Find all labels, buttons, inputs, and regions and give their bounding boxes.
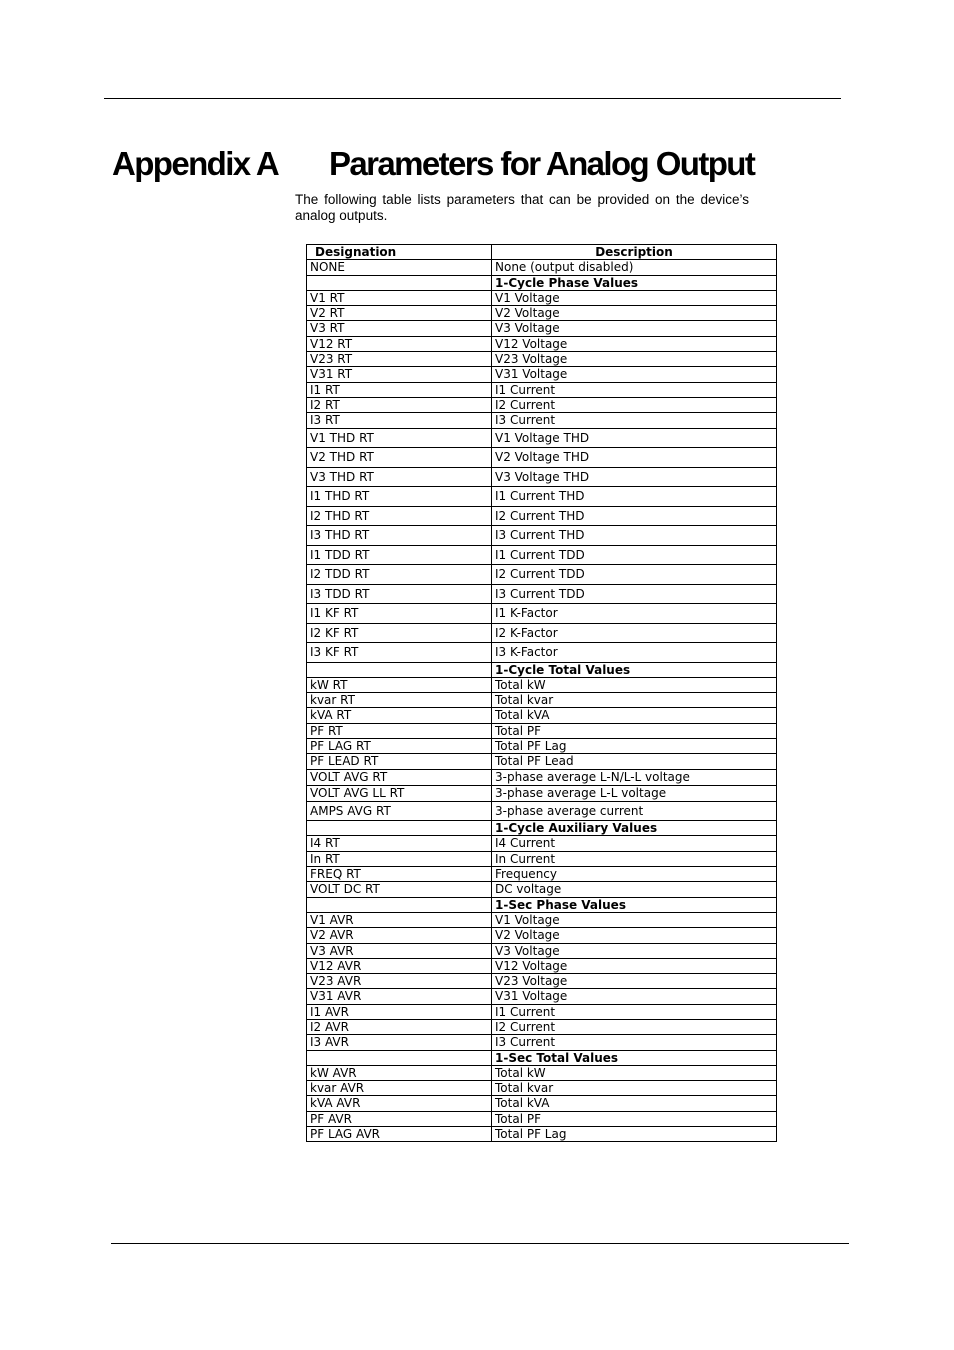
appendix-heading [112, 144, 755, 184]
description-cell: V1 Voltage [492, 912, 777, 927]
description-cell: I3 Current [492, 1035, 777, 1050]
table-row [307, 584, 777, 604]
designation-cell: I1 TDD RT [307, 545, 492, 565]
table-section-row [307, 821, 777, 836]
designation-cell: VOLT AVG LL RT [307, 785, 492, 801]
description-cell: Total PF Lag [492, 739, 777, 754]
designation-cell: V31 AVR [307, 989, 492, 1004]
designation-column-header: Designation [307, 245, 492, 260]
description-cell: 3-phase average current [492, 801, 777, 821]
header-rule [104, 98, 841, 99]
table-row [307, 487, 777, 507]
table-row [307, 290, 777, 305]
designation-cell: PF RT [307, 723, 492, 738]
description-cell: V1 Voltage THD [492, 428, 777, 448]
designation-cell: V1 THD RT [307, 428, 492, 448]
designation-cell: V3 RT [307, 321, 492, 336]
designation-cell: I3 AVR [307, 1035, 492, 1050]
description-cell: I2 Current [492, 1020, 777, 1035]
table-row [307, 643, 777, 663]
description-cell: I2 Current [492, 397, 777, 412]
table-row [307, 943, 777, 958]
table-row [307, 882, 777, 897]
section-title-cell: 1-Cycle Phase Values [492, 275, 777, 290]
table-row [307, 1035, 777, 1050]
table-row [307, 836, 777, 851]
description-cell: I1 Current TDD [492, 545, 777, 565]
description-cell: I3 Current [492, 413, 777, 428]
table-row [307, 413, 777, 428]
designation-cell: FREQ RT [307, 867, 492, 882]
designation-cell: kW AVR [307, 1065, 492, 1080]
designation-cell: V23 RT [307, 352, 492, 367]
description-cell: Total kW [492, 1065, 777, 1080]
table-row [307, 708, 777, 723]
description-cell: V3 Voltage [492, 321, 777, 336]
designation-cell: I2 RT [307, 397, 492, 412]
description-cell: I1 Current [492, 1004, 777, 1019]
description-cell: I1 Current [492, 382, 777, 397]
table-row [307, 785, 777, 801]
description-cell: DC voltage [492, 882, 777, 897]
designation-cell: PF AVR [307, 1111, 492, 1126]
table-row [307, 739, 777, 754]
section-title-cell: 1-Cycle Total Values [492, 662, 777, 677]
designation-cell: V31 RT [307, 367, 492, 382]
designation-cell: V1 RT [307, 290, 492, 305]
intro-paragraph: The following table lists parameters that can be provided on the device’s analog outputs. [295, 192, 749, 223]
designation-cell: V2 RT [307, 306, 492, 321]
table-row [307, 397, 777, 412]
designation-cell: V2 THD RT [307, 448, 492, 468]
designation-cell: VOLT AVG RT [307, 769, 492, 785]
designation-cell: PF LAG AVR [307, 1127, 492, 1142]
description-cell: V12 Voltage [492, 958, 777, 973]
description-cell: V31 Voltage [492, 989, 777, 1004]
parameters-table [306, 244, 777, 1142]
table-row [307, 260, 777, 275]
designation-cell: I4 RT [307, 836, 492, 851]
table-section-row [307, 1050, 777, 1065]
designation-cell: V2 AVR [307, 928, 492, 943]
table-row [307, 723, 777, 738]
table-row [307, 1020, 777, 1035]
section-title-cell: 1-Cycle Auxiliary Values [492, 821, 777, 836]
designation-cell: kvar RT [307, 693, 492, 708]
section-title-cell: 1-Sec Phase Values [492, 897, 777, 912]
designation-cell: I2 TDD RT [307, 565, 492, 585]
description-cell: I3 Current TDD [492, 584, 777, 604]
section-title-cell: 1-Sec Total Values [492, 1050, 777, 1065]
description-cell: I1 K-Factor [492, 604, 777, 624]
designation-cell: V3 AVR [307, 943, 492, 958]
designation-cell [307, 275, 492, 290]
description-cell: Total kvar [492, 1081, 777, 1096]
description-cell: V23 Voltage [492, 974, 777, 989]
table-row [307, 928, 777, 943]
description-cell: Total kW [492, 677, 777, 692]
description-cell: Total PF Lead [492, 754, 777, 769]
appendix-title: Parameters for Analog Output [329, 145, 755, 182]
table-row [307, 604, 777, 624]
description-cell: V12 Voltage [492, 336, 777, 351]
designation-cell: I3 THD RT [307, 526, 492, 546]
designation-cell: I3 KF RT [307, 643, 492, 663]
table-row [307, 321, 777, 336]
description-cell: I4 Current [492, 836, 777, 851]
designation-cell [307, 897, 492, 912]
description-cell: I1 Current THD [492, 487, 777, 507]
designation-cell [307, 821, 492, 836]
table-section-row [307, 897, 777, 912]
designation-cell: V12 AVR [307, 958, 492, 973]
description-cell: Total kVA [492, 708, 777, 723]
description-cell: None (output disabled) [492, 260, 777, 275]
description-cell: I2 K-Factor [492, 623, 777, 643]
table-row [307, 448, 777, 468]
designation-cell: I1 AVR [307, 1004, 492, 1019]
description-cell: I3 Current THD [492, 526, 777, 546]
description-cell: I2 Current THD [492, 506, 777, 526]
designation-cell: AMPS AVG RT [307, 801, 492, 821]
table-row [307, 867, 777, 882]
table-row [307, 336, 777, 351]
description-cell: V2 Voltage [492, 928, 777, 943]
table-row [307, 677, 777, 692]
table-row [307, 754, 777, 769]
table-row [307, 526, 777, 546]
table-row [307, 1096, 777, 1111]
description-cell: Total kVA [492, 1096, 777, 1111]
table-header-row [307, 245, 777, 260]
table-row [307, 801, 777, 821]
table-row [307, 1004, 777, 1019]
description-cell: Total kvar [492, 693, 777, 708]
description-cell: 3-phase average L-L voltage [492, 785, 777, 801]
table-row [307, 367, 777, 382]
designation-cell: VOLT DC RT [307, 882, 492, 897]
appendix-label: Appendix A [112, 145, 279, 182]
description-cell: Frequency [492, 867, 777, 882]
table-row [307, 467, 777, 487]
table-row [307, 506, 777, 526]
description-cell: V2 Voltage [492, 306, 777, 321]
designation-cell: I3 RT [307, 413, 492, 428]
description-cell: V2 Voltage THD [492, 448, 777, 468]
designation-cell: V12 RT [307, 336, 492, 351]
table-section-row [307, 662, 777, 677]
description-cell: 3-phase average L-N/L-L voltage [492, 769, 777, 785]
description-cell: I2 Current TDD [492, 565, 777, 585]
table-row [307, 428, 777, 448]
designation-cell: I1 RT [307, 382, 492, 397]
table-row [307, 565, 777, 585]
designation-cell [307, 1050, 492, 1065]
table-row [307, 545, 777, 565]
footer-rule [111, 1243, 849, 1244]
table-row [307, 769, 777, 785]
designation-cell: I1 KF RT [307, 604, 492, 624]
designation-cell: In RT [307, 851, 492, 866]
designation-cell: V3 THD RT [307, 467, 492, 487]
designation-cell: PF LAG RT [307, 739, 492, 754]
table-row [307, 623, 777, 643]
table-row [307, 974, 777, 989]
table-row [307, 1065, 777, 1080]
description-cell: V3 Voltage [492, 943, 777, 958]
table-row [307, 306, 777, 321]
description-cell: In Current [492, 851, 777, 866]
table-body [307, 260, 777, 1142]
description-column-header: Description [492, 245, 777, 260]
table-row [307, 1127, 777, 1142]
designation-cell: kW RT [307, 677, 492, 692]
description-cell: V23 Voltage [492, 352, 777, 367]
table-row [307, 989, 777, 1004]
table-row [307, 352, 777, 367]
table-row [307, 693, 777, 708]
table-row [307, 1081, 777, 1096]
designation-cell: NONE [307, 260, 492, 275]
designation-cell [307, 662, 492, 677]
table-row [307, 1111, 777, 1126]
description-cell: V31 Voltage [492, 367, 777, 382]
description-cell: I3 K-Factor [492, 643, 777, 663]
designation-cell: V23 AVR [307, 974, 492, 989]
table-row [307, 851, 777, 866]
description-cell: V1 Voltage [492, 290, 777, 305]
designation-cell: PF LEAD RT [307, 754, 492, 769]
description-cell: Total PF Lag [492, 1127, 777, 1142]
designation-cell: I3 TDD RT [307, 584, 492, 604]
table-row [307, 958, 777, 973]
table-section-row [307, 275, 777, 290]
description-cell: Total PF [492, 723, 777, 738]
designation-cell: I2 AVR [307, 1020, 492, 1035]
designation-cell: kvar AVR [307, 1081, 492, 1096]
table-row [307, 912, 777, 927]
designation-cell: I2 KF RT [307, 623, 492, 643]
designation-cell: kVA AVR [307, 1096, 492, 1111]
designation-cell: I2 THD RT [307, 506, 492, 526]
description-cell: V3 Voltage THD [492, 467, 777, 487]
designation-cell: V1 AVR [307, 912, 492, 927]
designation-cell: I1 THD RT [307, 487, 492, 507]
designation-cell: kVA RT [307, 708, 492, 723]
description-cell: Total PF [492, 1111, 777, 1126]
table-row [307, 382, 777, 397]
